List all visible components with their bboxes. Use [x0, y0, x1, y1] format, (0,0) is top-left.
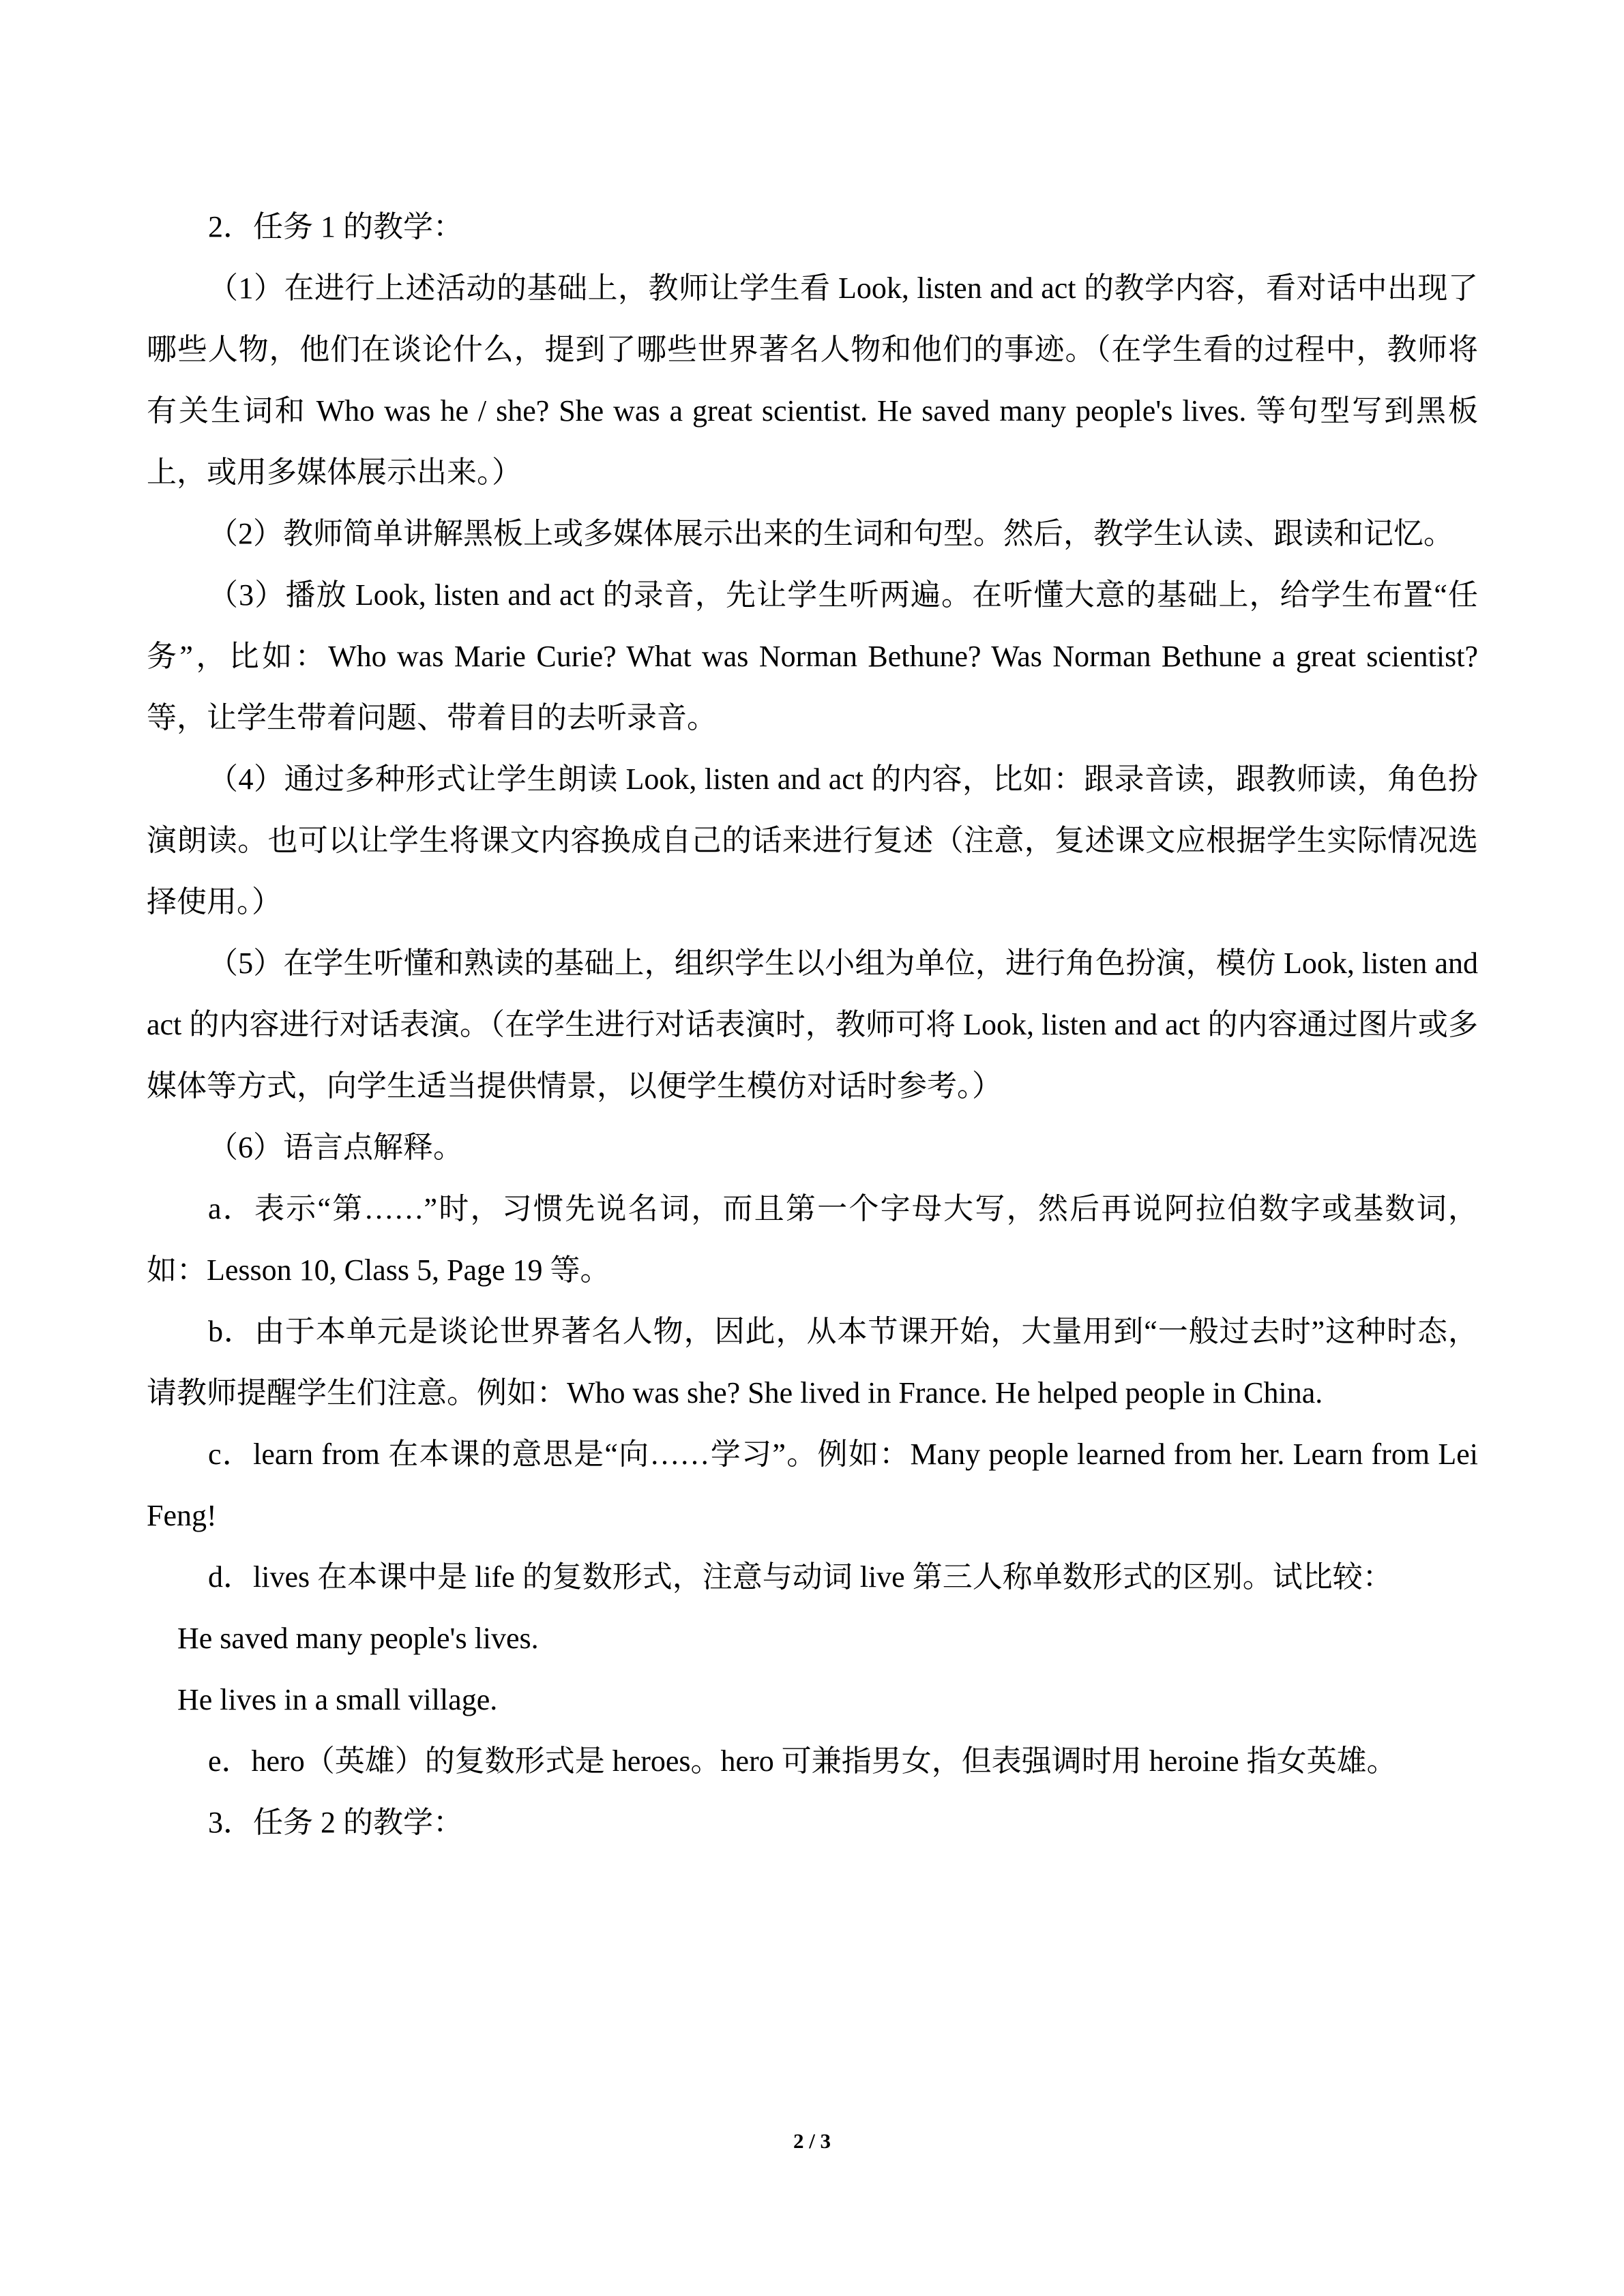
- paragraph: （5）在学生听懂和熟读的基础上，组织学生以小组为单位，进行角色扮演，模仿 Look, listen and act 的内容进行对话表演。（在学生进行对话表演时，教师可将 Look, listen and act 的内容通过图片或多媒体等方式，向学生适当提供情景，以便学生模仿对话时参考。）: [147, 946, 1478, 1103]
- paragraph: e．hero（英雄）的复数形式是 heroes。hero 可兼指男女，但表强调时用 heroine 指女英雄。: [208, 1744, 1397, 1778]
- paragraph: 2．任务 1 的教学：: [208, 210, 463, 243]
- paragraph: d．lives 在本课中是 life 的复数形式，注意与动词 live 第三人称单数形式的区别。试比较：: [208, 1560, 1393, 1594]
- paragraph: a．表示“第……”时，习惯先说名词，而且第一个字母大写，然后再说阿拉伯数字或基数词，如：Lesson 10, Class 5, Page 19 等。: [147, 1192, 1478, 1287]
- paragraph: （3）播放 Look, listen and act 的录音，先让学生听两遍。在听懂大意的基础上，给学生布置“任务”，比如：Who was Marie Curie? What was Norman Bethune? Was Norman Bethune a great scientist? 等，让学生带着问题、带着目的去听录音。: [147, 578, 1478, 734]
- paragraph: （6）语言点解释。: [208, 1131, 463, 1164]
- paragraph: 3．任务 2 的教学：: [208, 1806, 463, 1839]
- paragraph: He lives in a small village.: [177, 1683, 498, 1716]
- paragraph: （2）教师简单讲解黑板上或多媒体展示出来的生词和句型。然后，教学生认读、跟读和记忆。: [208, 517, 1453, 550]
- paragraph: （1）在进行上述活动的基础上，教师让学生看 Look, listen and act 的教学内容，看对话中出现了哪些人物，他们在谈论什么，提到了哪些世界著名人物和他们的事迹。（在学生看的过程中，教师将有关生词和 Who was he / she? She was a great scientist. He saved many people's lives. 等句型写到黑板上，或用多媒体展示出来。）: [147, 271, 1478, 489]
- document-body: [147, 196, 1478, 1853]
- page-number: 2 / 3: [793, 2129, 831, 2153]
- paragraph: b．由于本单元是谈论世界著名人物，因此，从本节课开始，大量用到“一般过去时”这种时态，请教师提醒学生们注意。例如：Who was she? She lived in France. He helped people in China.: [147, 1315, 1478, 1410]
- paragraph: （4）通过多种形式让学生朗读 Look, listen and act 的内容，比如：跟录音读，跟教师读，角色扮演朗读。也可以让学生将课文内容换成自己的话来进行复述（注意，复述课文应根据学生实际情况选择使用。）: [147, 762, 1478, 919]
- paragraph: He saved many people's lives.: [177, 1622, 539, 1655]
- paragraph: c．learn from 在本课的意思是“向……学习”。例如：Many people learned from her. Learn from Lei Feng!: [147, 1437, 1478, 1532]
